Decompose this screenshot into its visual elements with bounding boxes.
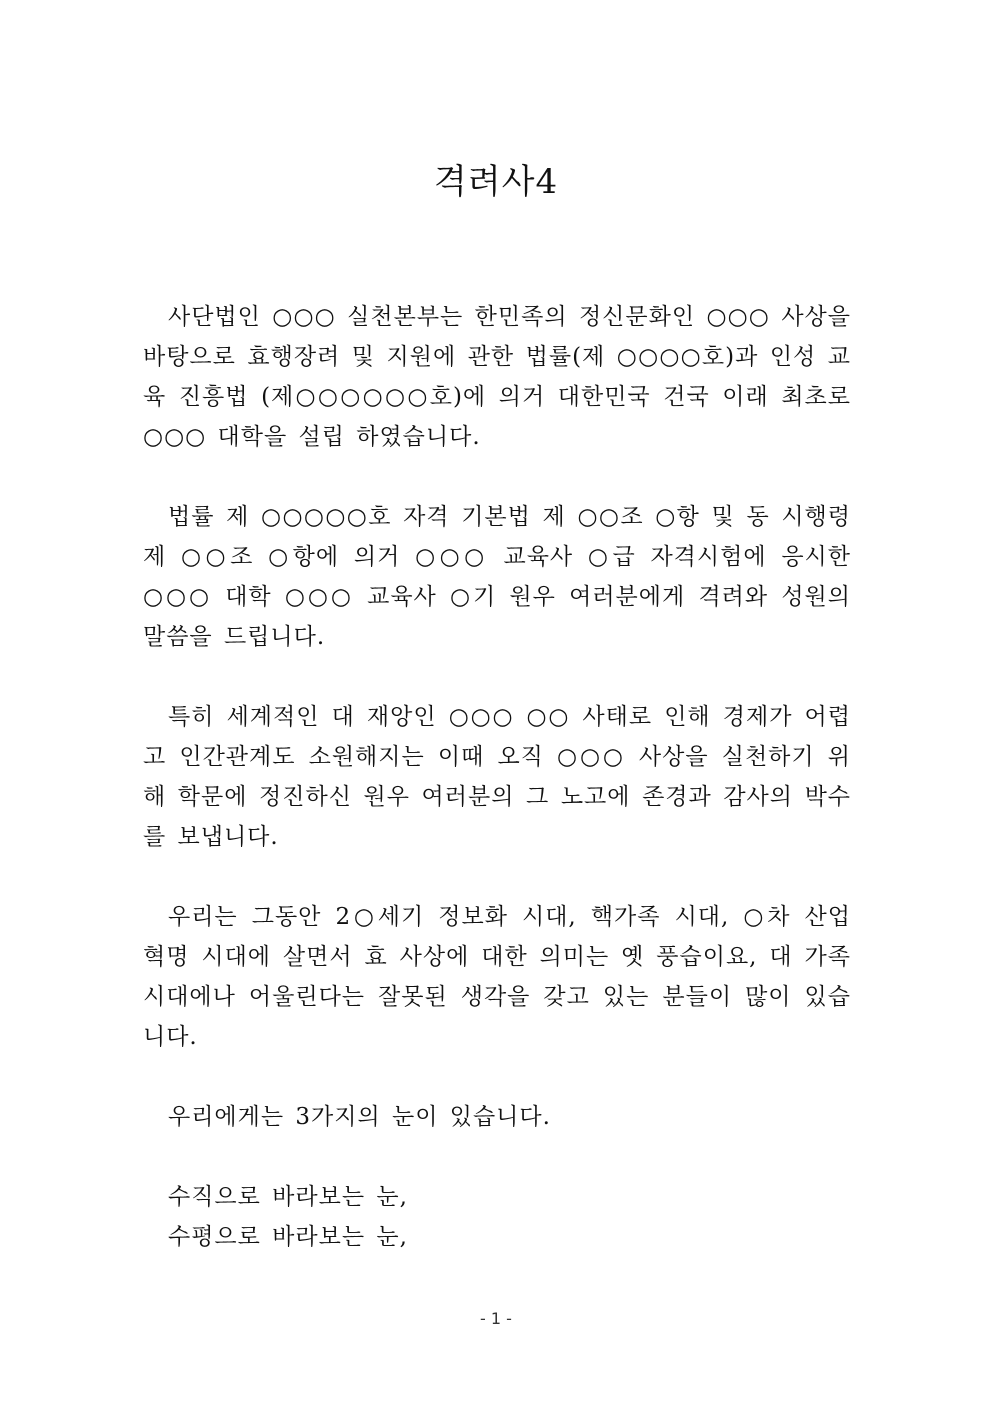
line-vertical-eye: 수직으로 바라보는 눈, bbox=[168, 1184, 408, 1210]
paragraph-encouragement: 법률 제 ○○○○○호 자격 기본법 제 ○○조 ○항 및 동 시행령 제 ○○조 ○항에 의거 ○○○ 교육사 ○급 자격시험에 응시한 ○○○ 대학 ○○○ 교육사 ○기 원우 여러분에게 격려와 성원의 말씀을 드립니다. bbox=[143, 504, 851, 650]
document-body bbox=[143, 297, 851, 1257]
paragraph-establishment: 사단법인 ○○○ 실천본부는 한민족의 정신문화인 ○○○ 사상을 바탕으로 효행장려 및 지원에 관한 법률(제 ○○○○호)과 인성 교육 진흥법 (제○○○○○○호)에 의거 대한민국 건국 이래 최초로 ○○○ 대학을 설립 하였습니다. bbox=[143, 304, 851, 450]
paragraph-misconception: 우리는 그동안 2○세기 정보화 시대, 핵가족 시대, ○차 산업 혁명 시대에 살면서 효 사상에 대한 의미는 옛 풍습이요, 대 가족 시대에나 어울린다는 잘못된 생각을 갖고 있는 분들이 많이 있습니다. bbox=[143, 904, 851, 1050]
paragraph-three-eyes: 우리에게는 3가지의 눈이 있습니다. bbox=[168, 1104, 551, 1130]
document-title: 격려사4 bbox=[433, 162, 559, 202]
line-horizontal-eye: 수평으로 바라보는 눈, bbox=[168, 1224, 408, 1250]
page-number: - 1 - bbox=[480, 1309, 512, 1328]
paragraph-appreciation: 특히 세계적인 대 재앙인 ○○○ ○○ 사태로 인해 경제가 어렵고 인간관계도 소원해지는 이때 오직 ○○○ 사상을 실천하기 위해 학문에 정진하신 원우 여러분의 그 노고에 존경과 감사의 박수를 보냅니다. bbox=[143, 704, 851, 850]
